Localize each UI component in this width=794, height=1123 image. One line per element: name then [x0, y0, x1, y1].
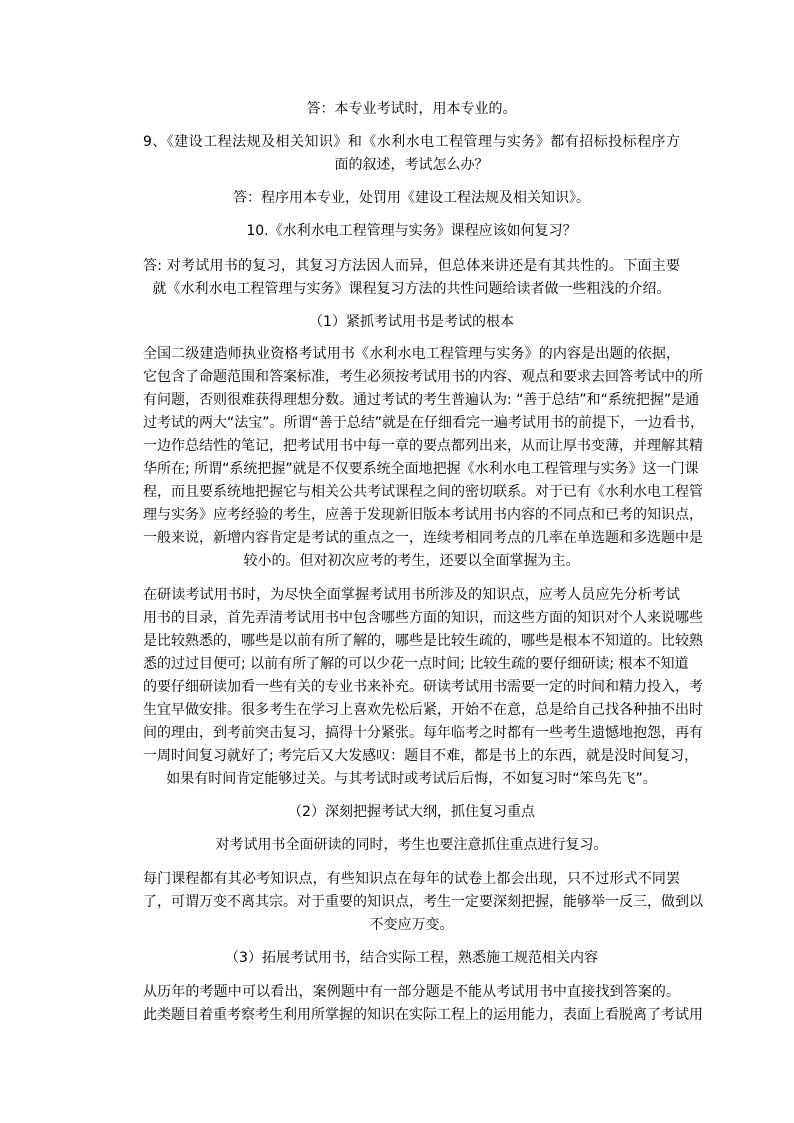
- paragraph-1-line-2: 它包含了命题范围和答案标准，考生必须按考试用书的内容、观点和要求去回答考试中的所: [143, 369, 703, 385]
- paragraph-3-text: 对考试用书全面研读的同时，考生也要注意抓住重点进行复习。: [215, 837, 608, 853]
- answer-9-text: 答：程序用本专业，处罚用《建设工程法规及相关知识》。: [233, 190, 590, 206]
- question-9-line-2: 面的叙述，考试怎么办？: [334, 157, 489, 173]
- paragraph-2-line-6: 生宜早做安排。很多考生在学习上喜欢先松后紧，开始不在意，总是给自己找各种抽不出时: [143, 702, 703, 718]
- question-10-heading: 10.《水利水电工程管理与实务》课程应该如何复习？: [246, 223, 577, 239]
- paragraph-5-line-1: 从历年的考题中可以看出，案例题中有一部分题是不能从考试用书中直接找到答案的。: [143, 984, 680, 1000]
- paragraph-4-line-3: 不变应万变。: [369, 917, 454, 933]
- paragraph-1-line-3: 有问题，否则很难获得理想分数。通过考试的考生普遍认为: “善于总结”和“系统把握”是通: [143, 392, 700, 408]
- section-2-heading: （2）深刻把握考试大纲，抓住复习重点: [288, 804, 535, 820]
- section-1-heading: （1）紧抓考试用书是考试的根本: [309, 314, 514, 330]
- paragraph-2-line-1: 在研读考试用书时，为尽快全面掌握考试用书所涉及的知识点，应考人员应先分析考试: [143, 587, 680, 603]
- answer-10-line-2: 就《水利水电工程管理与实务》课程复习方法的共性问题给读者做一些粗浅的介绍。: [152, 281, 671, 297]
- paragraph-4-line-1: 每门课程都有其必考知识点，有些知识点在每年的试卷上都会出现，只不过形式不同罢: [143, 871, 680, 887]
- paragraph-2-line-9: 如果有时间肯定能够过关。与其考试时或考试后后悔，不如复习时“笨鸟先飞”。: [166, 771, 657, 787]
- answer-8-text: 答：本专业考试时，用本专业的。: [306, 101, 517, 117]
- paragraph-2-line-7: 间的理由，到考前突击复习，搞得十分紧张。每年临考之时都有一些考生遗憾地抱怨，再有: [143, 725, 703, 741]
- paragraph-5-line-2: 此类题目着重考察考生利用所掌握的知识在实际工程上的运用能力，表面上看脱离了考试用: [143, 1007, 703, 1023]
- paragraph-2-line-2: 用书的目录，首先弄清考试用书中包含哪些方面的知识，而这些方面的知识对个人来说哪些: [143, 610, 703, 626]
- paragraph-1-line-1: 全国二级建造师执业资格考试用书《水利水电工程管理与实务》的内容是出题的依据，: [143, 346, 680, 362]
- paragraph-1-line-7: 程，而且要系统地把握它与相关公共考试课程之间的密切联系。对于已有《水利水电工程管: [143, 484, 703, 500]
- section-3-heading: （3）拓展考试用书，结合实际工程，熟悉施工规范相关内容: [225, 950, 598, 966]
- paragraph-1-line-8: 理与实务》应考经验的考生，应善于发现新旧版本考试用书内容的不同点和已考的知识点，: [143, 507, 703, 523]
- paragraph-4-line-2: 了，可谓万变不离其宗。对于重要的知识点，考生一定要深刻把握，能够举一反三，做到以: [143, 894, 703, 910]
- answer-10-line-1: 答: 对考试用书的复习，其复习方法因人而异，但总体来讲还是有其共性的。下面主要: [143, 258, 680, 274]
- paragraph-1-line-10: 较小的。但对初次应考的考生，还要以全面掌握为主。: [243, 553, 580, 569]
- paragraph-1-line-4: 过考试的两大“法宝”。所谓“善于总结”就是在仔细看完一遍考试用书的前提下，一边看书，: [143, 415, 705, 431]
- paragraph-1-line-5: 一边作总结性的笔记，把考试用书中每一章的要点都列出来，从而让厚书变薄，并理解其精: [143, 438, 703, 454]
- paragraph-2-line-4: 悉的过过目便可; 以前有所了解的可以少花一点时间; 比较生疏的要仔细研读; 根本不知道: [143, 656, 689, 672]
- paragraph-2-line-5: 的要仔细研读加看一些有关的专业书来补充。研读考试用书需要一定的时间和精力投入，考: [143, 679, 703, 695]
- question-9-line-1: 9、《建设工程法规及相关知识》和《水利水电工程管理与实务》都有招标投标程序方: [143, 134, 680, 150]
- paragraph-2-line-3: 是比较熟悉的，哪些是以前有所了解的，哪些是比较生疏的，哪些是根本不知道的。比较熟: [143, 633, 703, 649]
- paragraph-2-line-8: 一周时间复习就好了; 考完后又大发感叹：题目不难，都是书上的东西，就是没时间复习，: [143, 748, 699, 764]
- paragraph-1-line-9: 一般来说，新增内容肯定是考试的重点之一，连续考相同考点的几率在单选题和多选题中是: [143, 530, 703, 546]
- paragraph-1-line-6: 华所在; 所谓“系统把握”就是不仅要系统全面地把握《水利水电工程管理与实务》这一门课: [143, 461, 699, 477]
